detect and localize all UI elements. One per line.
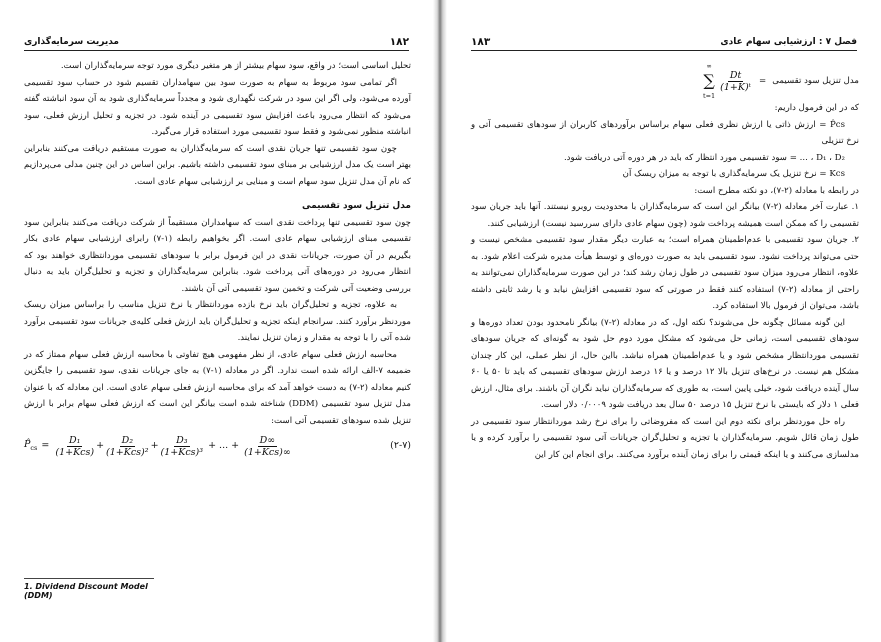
definition: Kcs = نرخ تنزیل یک سرمایه‌گذاری با توجه به میزان ریسک آن bbox=[622, 169, 845, 179]
paragraph: اگر تمامی سود مربوط به سهام به صورت سود بین سهامداران تقسیم شود در حساب سود تقسیمی آورده می‌شود، ولی اگر این سود در شرکت نگهداری شود و مجدداً سرمایه‌گذاری شود به آن سود انباشته گفته می‌شود که انتظار می‌رود باعث افزایش سود تقسیمی در آینده شود. در تجزیه و تحلیل ارزش فعلی، سود انباشته منظور نمی‌شود و فقط سود تقسیمی مورد استفاده قرار می‌گیرد. bbox=[24, 77, 411, 137]
definition: D₁ ، D₂ ، ... = سود تقسیمی مورد انتظار که باید در هر دوره آتی دریافت شود. bbox=[563, 152, 845, 163]
left-page bbox=[0, 0, 433, 642]
equation-term: $\frac{D\infty}{\text{(1+Kcs)∞}}$ bbox=[244, 435, 291, 458]
left-page-number: ۱۸۲ bbox=[389, 36, 409, 48]
paragraph: چون سود تقسیمی تنها پرداخت نقدی است که سهامداران مستقیماً از شرکت دریافت می‌کنند بنابراین سود تقسیمی مبنای ارزشیابی سهام عادی است. اگر بخواهیم رابطه (۱-۷) رابرای ارزشیابی سهام عادی بکار بگیریم در آن صورت، جریانات نقدی در این فرمول برابر با سودهای تقسیمی موردانتظاری خواهند بود که انتظار می‌رود در دوره‌های آتی پرداخت شود. بنابراین سرمایه‌گذاران و تجزیه و تحلیل‌گران باید به دنبال بررسی وضعیت آتی شرکت و تخمین سود تقسیمی آتی آن باشند. bbox=[24, 217, 411, 294]
left-page-header bbox=[24, 34, 409, 51]
definition: P̂cs = ارزش ذاتی یا ارزش نظری فعلی سهام براساس برآوردهای کاربران از سودهای تقسیمی آتی و نرخ تنزیلی bbox=[471, 119, 859, 146]
paragraph: راه حل موردنظر برای نکته دوم این است که مفروضاتی را برای نرخ رشد موردانتظار سود تقسیمی در طول زمان قائل شویم. سرمایه‌گذاران یا تجزیه و تحلیل‌گران جریانات آتی سود تقسیمی را برآورد کرده و یا مدلسازی می‌کنند و یا اینکه قیمتی را برای زمان آینده برآورد می‌کنند. برای انجام این کار این bbox=[471, 416, 859, 460]
list-item: ۲. جریان سود تقسیمی با عدم‌اطمینان همراه است؛ به عبارت دیگر مقدار سود تقسیمی مشخص نیست و حتی می‌تواند پرداخت نشود. سود تقسیمی باید به صورت دوره‌ای و توسط هیأت مدیره شرکت اعلام شود. به علاوه، انتظار می‌رود میزان سود تقسیمی در طول زمان رشد کند؛ در این صورت سرمایه‌گذاران نمی‌توانند به راحتی از معادله (۲-۷) استفاده کنند فقط در صورتی که سود تقسیمی افزایش نیابد و یا رشد ثابتی داشته باشد، می‌توان از فرمول بالا استفاده کرد. bbox=[471, 235, 859, 311]
right-page-number: ۱۸۳ bbox=[471, 36, 491, 48]
paragraph: چون سود تقسیمی تنها جریان نقدی است که سرمایه‌گذاران به صورت مستقیم دریافت می‌کنند بنابراین بهتر است یک مدل ارزشیابی بر مبنای سود تقسیمی داشته باشیم. براین اساس در این چنین مدلی می‌پردازیم که نام آن مدل تنزیل سود سهام است و مبنایی بر ارزشیابی سهام عادی است. bbox=[24, 143, 411, 187]
book-gutter bbox=[433, 0, 447, 642]
right-page-header bbox=[471, 34, 857, 51]
paragraph: که در این فرمول داریم: bbox=[774, 103, 859, 113]
left-page-body bbox=[24, 58, 411, 458]
equation-number: (۲-۷) bbox=[390, 440, 411, 452]
right-running-title: فصل ۷ : ارزشیابی سهام عادی bbox=[720, 37, 857, 47]
paragraph: به علاوه، تجزیه و تحلیل‌گران باید نرخ بازده موردانتظار یا نرخ تنزیل مناسب را براساس میزان ریسک موردنظر برآورد کنند. سرانجام اینکه تجزیه و تحلیل‌گران باید ارزش فعلی کلیه‌ی جریانات سود تقسیمی برآورد شده آتی را با توجه به مقدار و زمان تنزیل نمایند. bbox=[24, 300, 411, 343]
paragraph: محاسبه ارزش فعلی سهام عادی، از نظر مفهومی هیچ تفاوتی با محاسبه ارزش فعلی سهام ممتاز که در ضمیمه ۷-الف ارائه شده است ندارد. اگر در معادله (۱-۷) به جای جریانات نقدی، سود تقسیمی را جایگزین کنیم معادله (۲-۷) به دست خواهد آمد که برای محاسبه ارزش فعلی سهام عادی است. این معادله که با عنوان مدل تنزیل سود تقسیمی (DDM) شناخته شده است بیانگر این است که ارزش فعلی سهام برابر با ارزش تنزیل شده سودهای تقسیمی آتی است: bbox=[24, 349, 412, 426]
footnote: 1. Dividend Discount Model (DDM) bbox=[24, 578, 154, 600]
paragraph: تحلیل اساسی است؛ در واقع، سود سهام بیشتر از هر متغیر دیگری مورد توجه سرمایه‌گذاران است. bbox=[60, 61, 411, 71]
list-item: ۱. عبارت آخر معادله (۲-۷) بیانگر این است که سرمایه‌گذاران با محدودیت روبرو نیستند. آنها باید جریان سود تقسیمی را که ممکن است همیشه پرداخت شود (چون سهام عادی دارای سررسید نیست) ارزشیابی کنند. bbox=[471, 202, 860, 229]
right-page bbox=[447, 0, 881, 642]
section-heading: مدل تنزیل سود تقسیمی bbox=[302, 201, 411, 211]
equation-term: $\frac{\text{D₁}}{\text{(1+Kcs)}}$ bbox=[55, 435, 95, 458]
equation-term: $\frac{\text{D₂}}{\text{(1+Kcs)²}}$ bbox=[106, 435, 149, 458]
left-running-title: مدیریت سرمایه‌گذاری bbox=[24, 37, 119, 47]
summation-equation: مدل تنزیل سود تقسیمی = ∞ ∑ t=1 $\frac{Dt}{\text{(1+K)ᵗ}}$ bbox=[471, 62, 859, 100]
right-page-body bbox=[471, 62, 859, 463]
paragraph: در رابطه با معادله (۲-۷)، دو نکته مطرح است: bbox=[694, 185, 859, 196]
ddm-equation: $P̂_{cs}$ = $\frac{\text{D₁}}{\text{(1+Kcs)}}$ + $\frac{\text{D₂}}{\text{(1+Kcs)²}}$ + $\frac{\text{D₃}}{\text{(1+Kcs)³}}$ + ... + $\frac{D\infty}{\text{(1+Kcs)∞}}$ (۲-۷) bbox=[24, 435, 411, 458]
paragraph: این گونه مسائل چگونه حل می‌شوند؟ نکته اول، که در معادله (۲-۷) بیانگر نامحدود بودن تعداد دوره‌ها و سودهای تقسیمی است، زمانی حل می‌شود که مشکل مورد دوم حل شود به گونه‌ای که جریان سودهای تقسیمی موردانتظار مشخص شود و یا عدم‌اطمینان همراه نباشد. بااین حال، از نظر عملی، این کار چندان مشکل هم نیست. در نرخ‌های تنزیل بالا ۱۲ درصد و یا ۱۶ درصد ارزش سودهای تقسیمی که باید تا ۵۰ یا ۶۰ سال آینده دریافت شود، خیلی پایین است، به طوری که سرمایه‌گذاران نباید نگران آن باشند. برای مثال، ارزش فعلی ۱ دلار که بایستی با نرخ تنزیل ۱۵ درصد ۵۰ سال بعد دریافت شود ۰/۰۰۰۹ دلار است. bbox=[471, 317, 859, 410]
sigma-symbol: ∞ ∑ t=1 bbox=[702, 61, 716, 100]
equation-term: $\frac{\text{D₃}}{\text{(1+Kcs)³}}$ bbox=[160, 435, 204, 458]
equation-label: مدل تنزیل سود تقسیمی bbox=[772, 75, 859, 86]
equation-lhs: $P̂_{cs}$ bbox=[24, 438, 38, 452]
